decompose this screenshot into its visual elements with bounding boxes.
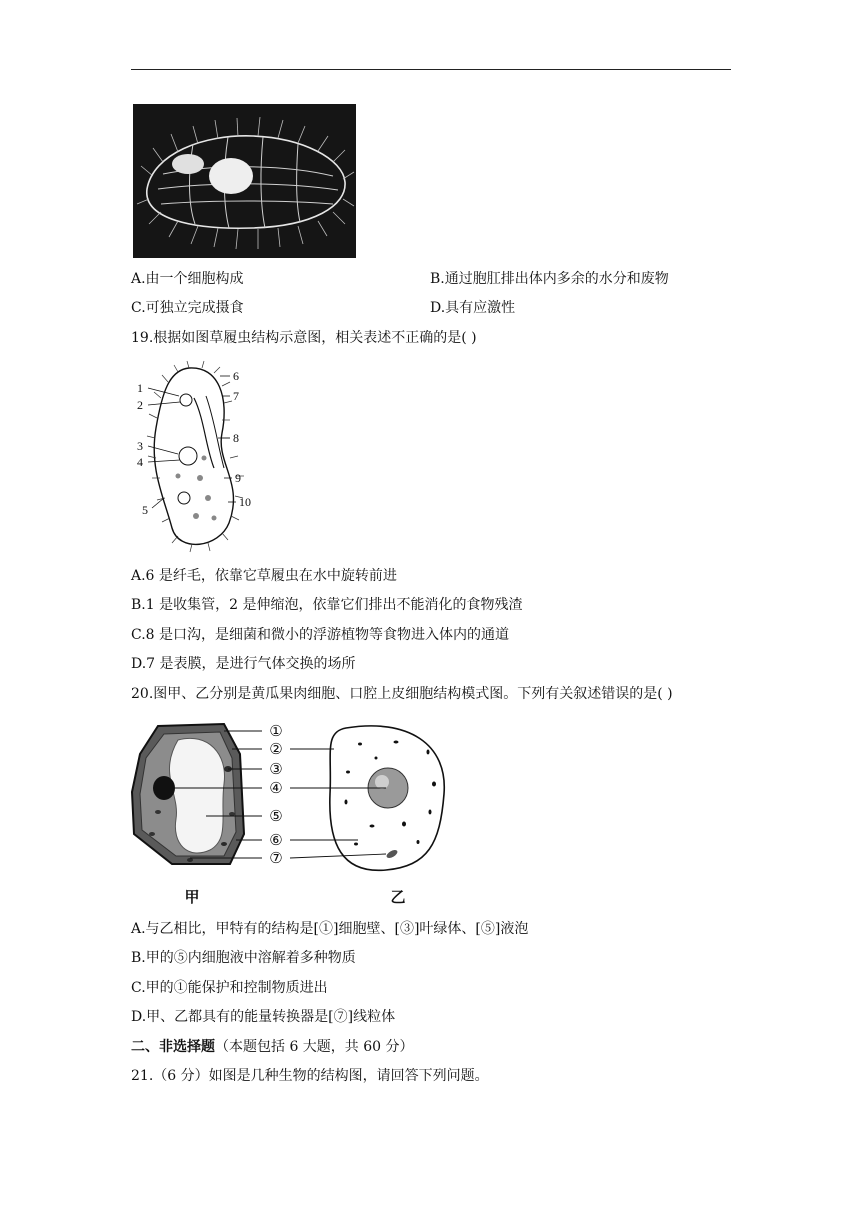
section-heading-title: 二、非选择题 — [131, 1039, 215, 1055]
paramecium-structure-diagram — [134, 358, 264, 558]
q18-option-a: A.由一个细胞构成 — [131, 271, 244, 287]
q20-label-6: ⑥ — [269, 831, 283, 849]
section-heading-note: （本题包括 6 大题，共 60 分） — [215, 1039, 414, 1055]
q21-stem: 21.（6 分）如图是几种生物的结构图，请回答下列问题。 — [131, 1068, 489, 1084]
q20-stem: 20.图甲、乙分别是黄瓜果肉细胞、口腔上皮细胞结构模式图。下列有关叙述错误的是( ) — [131, 686, 673, 702]
q19-label-10: 10 — [239, 495, 251, 509]
q20-label-1: ① — [269, 722, 283, 740]
q20-caption-right: 乙 — [390, 888, 406, 906]
q18-option-c: C.可独立完成摄食 — [131, 300, 244, 316]
q20-caption-left: 甲 — [184, 888, 200, 906]
q19-stem: 19.根据如图草履虫结构示意图，相关表述不正确的是( ) — [131, 330, 477, 346]
q18-option-b: B.通过胞肛排出体内多余的水分和废物 — [430, 271, 669, 287]
q19-label-1: 1 — [137, 381, 143, 395]
q19-option-d: D.7 是表膜，是进行气体交换的场所 — [131, 656, 356, 672]
q19-label-9: 9 — [235, 471, 241, 485]
q20-label-4: ④ — [269, 779, 283, 797]
q19-option-c: C.8 是口沟，是细菌和微小的浮游植物等食物进入体内的通道 — [131, 627, 510, 643]
section-heading — [131, 1038, 414, 1056]
q20-option-c: C.甲的①能保护和控制物质进出 — [131, 980, 328, 996]
q20-label-2: ② — [269, 740, 283, 758]
q19-label-2: 2 — [137, 398, 143, 412]
q20-label-3: ③ — [269, 760, 283, 778]
q19-option-b: B.1 是收集管，2 是伸缩泡，依靠它们排出不能消化的食物残渣 — [131, 597, 523, 613]
q20-option-d: D.甲、乙都具有的能量转换器是[⑦]线粒体 — [131, 1009, 396, 1025]
q19-label-3: 3 — [137, 439, 143, 453]
q19-label-5: 5 — [142, 503, 148, 517]
paramecium-photo — [133, 104, 356, 258]
q20-label-7: ⑦ — [269, 849, 283, 867]
q19-option-a: A.6 是纤毛，依靠它草履虫在水中旋转前进 — [131, 568, 397, 584]
q18-option-d: D.具有应激性 — [430, 300, 516, 316]
header-rule — [131, 69, 731, 70]
q20-label-5: ⑤ — [269, 807, 283, 825]
q19-label-6: 6 — [233, 369, 239, 383]
q19-label-4: 4 — [137, 455, 143, 469]
q19-label-8: 8 — [233, 431, 239, 445]
cell-comparison-diagram — [128, 714, 458, 912]
q19-label-7: 7 — [233, 389, 239, 403]
q20-option-a: A.与乙相比，甲特有的结构是[①]细胞壁、[③]叶绿体、[⑤]液泡 — [131, 921, 529, 937]
q20-option-b: B.甲的⑤内细胞液中溶解着多种物质 — [131, 950, 356, 966]
